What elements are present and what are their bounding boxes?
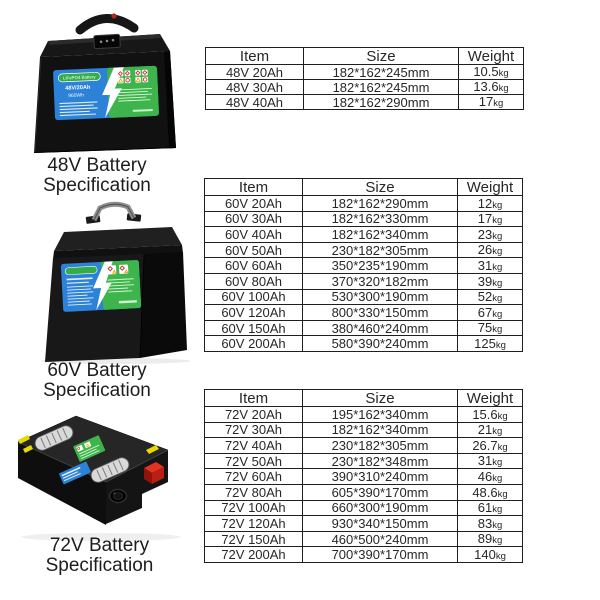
cell-item: 60V 100Ah xyxy=(205,289,303,305)
cell-item: 60V 30Ah xyxy=(205,211,303,227)
table-row xyxy=(205,227,523,243)
cell-item: 48V 20Ah xyxy=(206,65,304,80)
header-item: Item xyxy=(205,390,303,407)
caption-48v-line1: 48V Battery xyxy=(47,155,147,176)
table-row xyxy=(205,336,523,352)
cell-weight: 39kg xyxy=(458,273,523,289)
caption-72v-line1: 72V Battery xyxy=(49,535,150,556)
table-row xyxy=(205,211,523,227)
cell-size: 580*390*240mm xyxy=(303,336,458,352)
cell-size: 530*300*190mm xyxy=(303,289,458,305)
cell-size: 460*500*240mm xyxy=(303,531,458,547)
cell-size: 182*162*290mm xyxy=(304,95,459,110)
cell-size: 605*390*170mm xyxy=(303,484,458,500)
cell-size: 390*310*240mm xyxy=(303,469,458,485)
table-row xyxy=(205,547,523,563)
cell-item: 60V 80Ah xyxy=(205,273,303,289)
cell-item: 60V 60Ah xyxy=(205,258,303,274)
cell-item: 72V 60Ah xyxy=(205,469,303,485)
cell-weight: 17kg xyxy=(458,211,523,227)
caption-60v-line2: Specification xyxy=(43,380,151,401)
spec-table-48v xyxy=(205,47,524,110)
table-row xyxy=(205,273,523,289)
cell-size: 182*162*340mm xyxy=(303,227,458,243)
cell-item: 60V 200Ah xyxy=(205,336,303,352)
header-weight: Weight xyxy=(458,179,523,196)
cell-weight: 21kg xyxy=(458,422,523,438)
label-voltage: 48V/20Ah xyxy=(65,84,91,92)
table-row xyxy=(205,320,523,336)
table-row xyxy=(205,500,523,516)
cell-weight: 17kg xyxy=(459,95,524,110)
table-row xyxy=(205,196,523,212)
cell-weight: 12kg xyxy=(458,196,523,212)
caption-60v xyxy=(12,361,182,401)
table-row xyxy=(205,422,523,438)
cell-item: 72V 100Ah xyxy=(205,500,303,516)
cell-item: 72V 40Ah xyxy=(205,438,303,454)
battery-60v-label xyxy=(61,260,141,312)
cell-weight: 13.6kg xyxy=(459,80,524,95)
cell-weight: 48.6kg xyxy=(458,484,523,500)
table-row xyxy=(205,484,523,500)
cell-weight: 61kg xyxy=(458,500,523,516)
cell-weight: 46kg xyxy=(458,469,523,485)
cell-size: 930*340*150mm xyxy=(303,516,458,532)
cell-item: 72V 120Ah xyxy=(205,516,303,532)
spec-table-60v xyxy=(204,178,523,352)
cell-weight: 140kg xyxy=(458,547,523,563)
caption-48v xyxy=(17,156,177,196)
cell-weight: 23kg xyxy=(458,227,523,243)
table-row xyxy=(205,407,523,423)
battery-48v-image xyxy=(18,6,193,158)
cell-size: 195*162*340mm xyxy=(303,407,458,423)
header-weight: Weight xyxy=(459,48,524,65)
spec-table-72v xyxy=(204,389,523,563)
caption-60v-line1: 60V Battery xyxy=(47,360,147,381)
cell-item: 72V 80Ah xyxy=(205,484,303,500)
cell-weight: 31kg xyxy=(458,258,523,274)
cell-item: 72V 20Ah xyxy=(205,407,303,423)
caption-72v xyxy=(12,536,187,576)
table-row xyxy=(205,438,523,454)
cell-item: 48V 30Ah xyxy=(206,80,304,95)
cell-size: 800*330*150mm xyxy=(303,305,458,321)
table-row xyxy=(205,242,523,258)
table-header-row xyxy=(206,48,524,65)
label-capacity: 960Wh xyxy=(68,92,85,100)
cell-weight: 52kg xyxy=(458,289,523,305)
table-row xyxy=(206,65,524,80)
power-inlet xyxy=(94,34,121,48)
cell-item: 60V 50Ah xyxy=(205,242,303,258)
cell-size: 350*235*190mm xyxy=(303,258,458,274)
header-size: Size xyxy=(303,179,458,196)
table-row xyxy=(205,531,523,547)
cell-weight: 26.7kg xyxy=(458,438,523,454)
cell-item: 72V 200Ah xyxy=(205,547,303,563)
cell-item: 72V 150Ah xyxy=(205,531,303,547)
cell-size: 182*162*245mm xyxy=(304,65,459,80)
cell-size: 182*162*245mm xyxy=(304,80,459,95)
header-size: Size xyxy=(304,48,459,65)
cell-size: 370*320*182mm xyxy=(303,273,458,289)
cell-size: 230*182*348mm xyxy=(303,453,458,469)
header-item: Item xyxy=(206,48,304,65)
cell-size: 182*162*330mm xyxy=(303,211,458,227)
cell-item: 72V 50Ah xyxy=(205,453,303,469)
battery-48v-handle xyxy=(80,13,134,30)
table-row xyxy=(205,453,523,469)
cell-weight: 89kg xyxy=(458,531,523,547)
caption-72v-line2: Specification xyxy=(45,555,154,576)
table-row xyxy=(205,258,523,274)
cell-size: 182*162*340mm xyxy=(303,422,458,438)
cell-weight: 75kg xyxy=(458,320,523,336)
table-row xyxy=(205,516,523,532)
table-header-row xyxy=(205,390,523,407)
table-row xyxy=(205,289,523,305)
header-item: Item xyxy=(205,179,303,196)
caption-48v-line2: Specification xyxy=(43,175,151,196)
table-header-row xyxy=(205,179,523,196)
cell-weight: 10.5kg xyxy=(459,65,524,80)
handle-red-dot xyxy=(111,13,116,18)
battery-72v-image xyxy=(6,404,196,542)
cell-item: 48V 40Ah xyxy=(206,95,304,110)
battery-60v-image xyxy=(24,196,196,364)
cell-item: 60V 40Ah xyxy=(205,227,303,243)
header-size: Size xyxy=(303,390,458,407)
label-title: LiFePO4 Battery xyxy=(62,74,96,81)
cell-size: 660*300*190mm xyxy=(303,500,458,516)
cell-size: 230*182*305mm xyxy=(303,242,458,258)
cell-weight: 15.6kg xyxy=(458,407,523,423)
cell-weight: 67kg xyxy=(458,305,523,321)
cell-item: 72V 30Ah xyxy=(205,422,303,438)
cell-item: 60V 120Ah xyxy=(205,305,303,321)
cell-size: 700*390*170mm xyxy=(303,547,458,563)
cell-weight: 26kg xyxy=(458,242,523,258)
cell-weight: 125kg xyxy=(458,336,523,352)
round-connector xyxy=(110,490,127,503)
battery-48v-label xyxy=(53,66,159,120)
cell-item: 60V 150Ah xyxy=(205,320,303,336)
table-row xyxy=(206,80,524,95)
table-row xyxy=(205,469,523,485)
table-row xyxy=(206,95,524,110)
cell-weight: 83kg xyxy=(458,516,523,532)
cell-item: 60V 20Ah xyxy=(205,196,303,212)
table-row xyxy=(205,305,523,321)
cell-size: 380*460*240mm xyxy=(303,320,458,336)
cell-size: 230*182*305mm xyxy=(303,438,458,454)
cell-size: 182*162*290mm xyxy=(303,196,458,212)
header-weight: Weight xyxy=(458,390,523,407)
battery-60v-handle xyxy=(86,204,142,224)
cell-weight: 31kg xyxy=(458,453,523,469)
